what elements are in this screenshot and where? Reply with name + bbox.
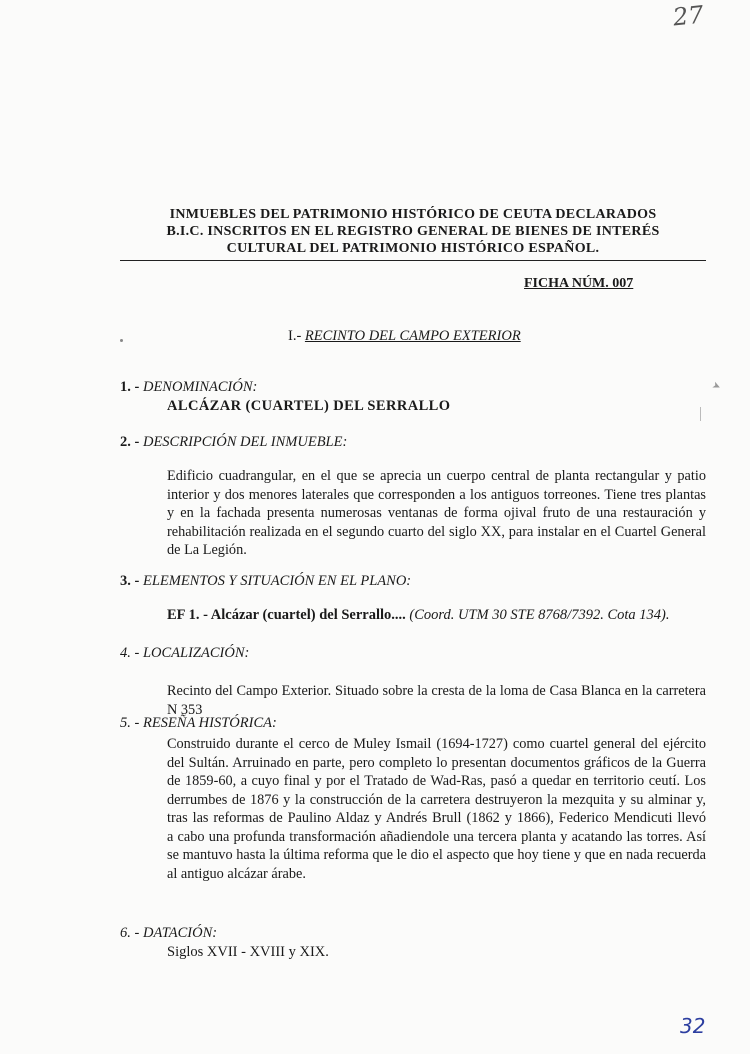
scan-speck: ➤ <box>710 379 723 394</box>
localizacion-text <box>167 682 706 719</box>
handwritten-page-number-top: 27 <box>671 0 705 32</box>
paragraph-line: de La Legión. <box>167 542 247 558</box>
handwritten-page-number-bottom: 32 <box>680 1014 706 1038</box>
paragraph-line: interior y dos menores laterales que corresponden a los antiguos torreones. Tiene tres plantas <box>167 486 706 503</box>
document-header <box>120 206 706 257</box>
denominacion-value: ALCÁZAR (CUARTEL) DEL SERRALLO <box>167 398 451 414</box>
paragraph-line: derrumbes de 1876 y la construcción de la carretera destruyeron la mezquita y su alminar y, <box>167 791 706 808</box>
recinto-heading <box>288 328 521 345</box>
paragraph-line: tras las reformas de Paulino Aldaz y Andrés Brull (1862 y 1866), Federico Mendicuti llevó <box>167 810 706 826</box>
section-title: RESEÑA HISTÓRICA: <box>142 715 277 731</box>
paragraph-line: de 1859-60, a cuyo final y por el Tratado de Wad-Ras, pasó a quedar en territorio ceutí. Los <box>167 773 706 789</box>
section-title: ELEMENTOS Y SITUACIÓN EN EL PLANO: <box>142 573 412 589</box>
section-elementos-heading <box>120 573 411 590</box>
section-descripcion-heading <box>120 434 347 451</box>
paragraph-line: rehabilitación realizada en el segundo cuarto del siglo XX, para instalar en el Cuartel General <box>167 523 706 540</box>
section-resena-heading <box>120 715 277 732</box>
section-title: LOCALIZACIÓN: <box>142 645 250 661</box>
scan-speck <box>700 407 701 421</box>
section-denominacion-heading <box>120 379 257 396</box>
paragraph-line: N 353 <box>167 701 203 718</box>
section-localizacion-heading <box>120 645 249 662</box>
elementos-entry <box>167 607 670 624</box>
section-datacion-heading <box>120 925 217 942</box>
section-title: DENOMINACIÓN: <box>142 379 258 395</box>
recinto-title: RECINTO DEL CAMPO EXTERIOR <box>304 328 521 344</box>
section-number: 2. - <box>120 434 140 450</box>
paragraph-line: y en la fachada presenta numerosas ventanas de forma ojival fruto de una restauración y <box>167 505 706 521</box>
section-number: 5. - <box>120 715 140 731</box>
section-title: DATACIÓN: <box>142 925 218 941</box>
element-label: EF 1. - Alcázar (cuartel) del Serrallo.... <box>167 607 406 623</box>
datacion-value: Siglos XVII - XVIII y XIX. <box>167 944 329 960</box>
descripcion-text <box>167 467 706 560</box>
scan-speck <box>120 339 123 342</box>
element-coordinates: (Coord. UTM 30 STE 8768/7392. Cota 134). <box>409 607 670 623</box>
paragraph-line: Construido durante el cerco de Muley Ismail (1694-1727) como cuartel general del ejército <box>167 736 706 752</box>
section-title: DESCRIPCIÓN DEL INMUEBLE: <box>142 434 348 450</box>
header-line: INMUEBLES DEL PATRIMONIO HISTÓRICO DE CEUTA DECLARADOS <box>169 207 657 222</box>
paragraph-line: del Sultán. Arruinado en parte, pero completo lo presentan documentos gráficos de la Guerra <box>167 754 706 771</box>
paragraph-line: a cabo una profunda transformación añadiendole una tercera planta y acatando las torres. Así <box>167 828 706 845</box>
section-number: 3. - <box>120 573 140 589</box>
header-line: CULTURAL DEL PATRIMONIO HISTÓRICO ESPAÑOL. <box>226 241 600 256</box>
recinto-prefix: I.- <box>288 328 302 344</box>
resena-text <box>167 735 706 883</box>
header-divider <box>120 260 706 261</box>
paragraph-line: se mantuvo hasta la última reforma que le dio el aspecto que hoy tiene y que en nada recuerda <box>167 847 706 863</box>
header-line: B.I.C. INSCRITOS EN EL REGISTRO GENERAL DE BIENES DE INTERÉS <box>166 224 660 239</box>
section-number: 4. - <box>120 645 140 661</box>
section-number: 1. - <box>120 379 140 395</box>
ficha-number: FICHA NÚM. 007 <box>524 276 634 291</box>
section-number: 6. - <box>120 925 140 941</box>
paragraph-line: Recinto del Campo Exterior. Situado sobre la cresta de la loma de Casa Blanca en la carretera <box>167 683 706 699</box>
paragraph-line: Edificio cuadrangular, en el que se aprecia un cuerpo central de planta rectangular y patio <box>167 468 706 484</box>
paragraph-line: al antiguo alcázar árabe. <box>167 865 306 882</box>
